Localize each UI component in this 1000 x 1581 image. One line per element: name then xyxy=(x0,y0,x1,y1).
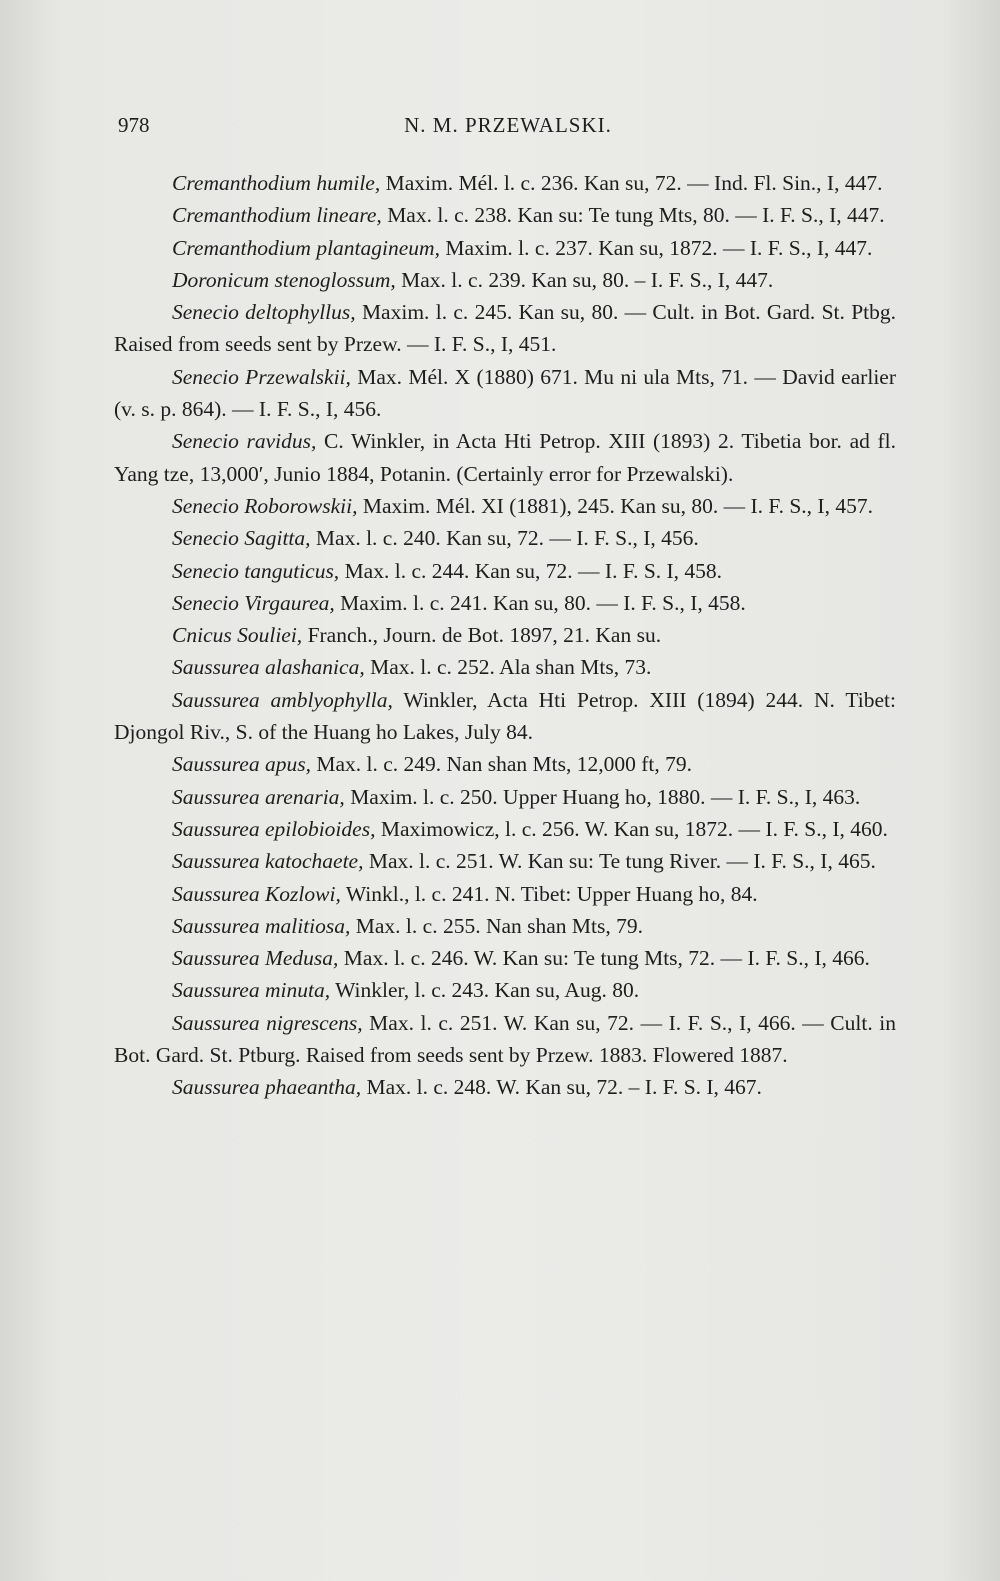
species-entry xyxy=(114,296,896,361)
species-name: Saussurea Kozlowi, xyxy=(172,881,341,906)
species-entry xyxy=(114,942,896,974)
species-name: Doronicum stenoglossum, xyxy=(172,267,396,292)
species-name: Cnicus Souliei, xyxy=(172,623,303,648)
species-name: Saussurea alashanica, xyxy=(172,655,365,680)
species-citation: Winkler, l. c. 243. Kan su, Aug. 80. xyxy=(330,978,640,1003)
species-name: Saussurea minuta, xyxy=(172,978,331,1003)
species-entry xyxy=(114,1071,896,1103)
species-citation: Max. l. c. 239. Kan su, 80. – I. F. S., I, 447. xyxy=(395,267,774,292)
species-citation: Max. Mél. X (1880) 671. Mu ni ula Mts, 71. — David earlier (v. s. p. 864). — I. F. S., I, 456. xyxy=(114,364,896,422)
species-citation: Maxim. l. c. 250. Upper Huang ho, 1880. — I. F. S., I, 463. xyxy=(344,784,861,809)
page-header xyxy=(118,113,898,143)
species-citation: Maximowicz, l. c. 256. W. Kan su, 1872. — I. F. S., I, 460. xyxy=(375,816,888,841)
species-name: Senecio ravidus, xyxy=(172,429,317,454)
species-entry xyxy=(114,845,896,877)
running-head: N. M. PRZEWALSKI. xyxy=(404,113,612,137)
species-name: Cremanthodium lineare, xyxy=(172,203,382,228)
species-entry xyxy=(114,199,896,231)
species-citation: Max. l. c. 249. Nan shan Mts, 12,000 ft, 79. xyxy=(310,752,692,777)
species-entry xyxy=(114,651,896,683)
species-name: Cremanthodium humile, xyxy=(172,171,381,195)
species-name: Senecio deltophyllus, xyxy=(172,300,356,325)
species-name: Saussurea apus, xyxy=(172,752,311,777)
species-name: Senecio Roborowskii, xyxy=(172,493,358,518)
species-citation: C. Winkler, in Acta Hti Petrop. XIII (1893) 2. Tibetia bor. ad fl. Yang tze, 13,000′, Junio 1884, Potanin. (Certainly error for Przewalski). xyxy=(114,429,897,486)
species-citation: Max. l. c. 248. W. Kan su, 72. – I. F. S. I, 467. xyxy=(361,1075,762,1100)
species-citation: Max. l. c. 238. Kan su: Te tung Mts, 80. — I. F. S., I, 447. xyxy=(381,203,885,228)
species-entry xyxy=(114,555,896,587)
species-list xyxy=(114,167,896,1104)
species-citation: Maxim. Mél. l. c. 236. Kan su, 72. — Ind. Fl. Sin., I, 447. xyxy=(380,171,883,195)
species-entry xyxy=(114,232,896,264)
species-entry xyxy=(114,587,896,619)
species-citation: Max. l. c. 240. Kan su, 72. — I. F. S., I, 456. xyxy=(310,526,699,551)
species-citation: Max. l. c. 252. Ala shan Mts, 73. xyxy=(364,655,652,680)
species-entry xyxy=(114,1007,896,1072)
species-citation: Maxim. l. c. 245. Kan su, 80. — Cult. in Bot. Gard. St. Ptbg. Raised from seeds sent by Przew. — I. F. S., I, 451. xyxy=(114,300,896,357)
species-entry xyxy=(114,878,896,910)
species-citation: Max. l. c. 244. Kan su, 72. — I. F. S. I, 458. xyxy=(339,558,723,583)
species-name: Saussurea malitiosa, xyxy=(172,913,351,938)
species-citation: Maxim. Mél. XI (1881), 245. Kan su, 80. — I. F. S., I, 457. xyxy=(357,493,873,518)
species-entry xyxy=(114,522,896,554)
species-entry xyxy=(114,748,896,780)
species-entry xyxy=(114,490,896,522)
species-citation: Winkler, Acta Hti Petrop. XIII (1894) 244. N. Tibet: Djongol Riv., S. of the Huang ho Lakes, July 84. xyxy=(114,687,896,745)
page-number: 978 xyxy=(118,113,150,137)
species-entry xyxy=(114,974,896,1006)
species-citation: Max. l. c. 251. W. Kan su: Te tung River. — I. F. S., I, 465. xyxy=(363,849,876,874)
species-entry xyxy=(114,684,896,749)
species-name: Saussurea epilobioides, xyxy=(172,816,376,841)
species-entry xyxy=(114,910,896,942)
species-entry xyxy=(114,361,896,426)
species-citation: Max. l. c. 251. W. Kan su, 72. — I. F. S., I, 466. — Cult. in Bot. Gard. St. Ptburg. Raised from seeds sent by Przew. 1883. Flowered 1887. xyxy=(114,1010,896,1068)
species-citation: Winkl., l. c. 241. N. Tibet: Upper Huang ho, 84. xyxy=(340,881,758,906)
species-entry xyxy=(114,781,896,813)
species-entry xyxy=(114,425,896,490)
species-name: Cremanthodium plantagineum, xyxy=(172,235,440,260)
species-name: Senecio Przewalskii, xyxy=(172,364,351,389)
species-name: Senecio Virgaurea, xyxy=(172,590,335,615)
species-name: Senecio tanguticus, xyxy=(172,558,340,583)
species-name: Saussurea nigrescens, xyxy=(172,1010,363,1035)
species-entry xyxy=(114,813,896,845)
species-citation: Max. l. c. 255. Nan shan Mts, 79. xyxy=(350,913,644,938)
species-entry xyxy=(114,619,896,651)
species-citation: Max. l. c. 246. W. Kan su: Te tung Mts, 72. — I. F. S., I, 466. xyxy=(338,946,870,971)
species-name: Saussurea Medusa, xyxy=(172,946,339,971)
species-name: Saussurea katochaete, xyxy=(172,849,364,874)
species-citation: Maxim. l. c. 237. Kan su, 1872. — I. F. S., I, 447. xyxy=(439,235,873,260)
species-citation: Maxim. l. c. 241. Kan su, 80. — I. F. S., I, 458. xyxy=(334,590,746,615)
species-name: Saussurea phaeantha, xyxy=(172,1075,362,1100)
species-entry xyxy=(114,264,896,296)
species-entry xyxy=(114,167,896,199)
species-name: Saussurea arenaria, xyxy=(172,784,345,809)
species-citation: Franch., Journ. de Bot. 1897, 21. Kan su. xyxy=(302,623,662,648)
species-name: Saussurea amblyophylla, xyxy=(172,687,393,712)
species-name: Senecio Sagitta, xyxy=(172,526,311,551)
